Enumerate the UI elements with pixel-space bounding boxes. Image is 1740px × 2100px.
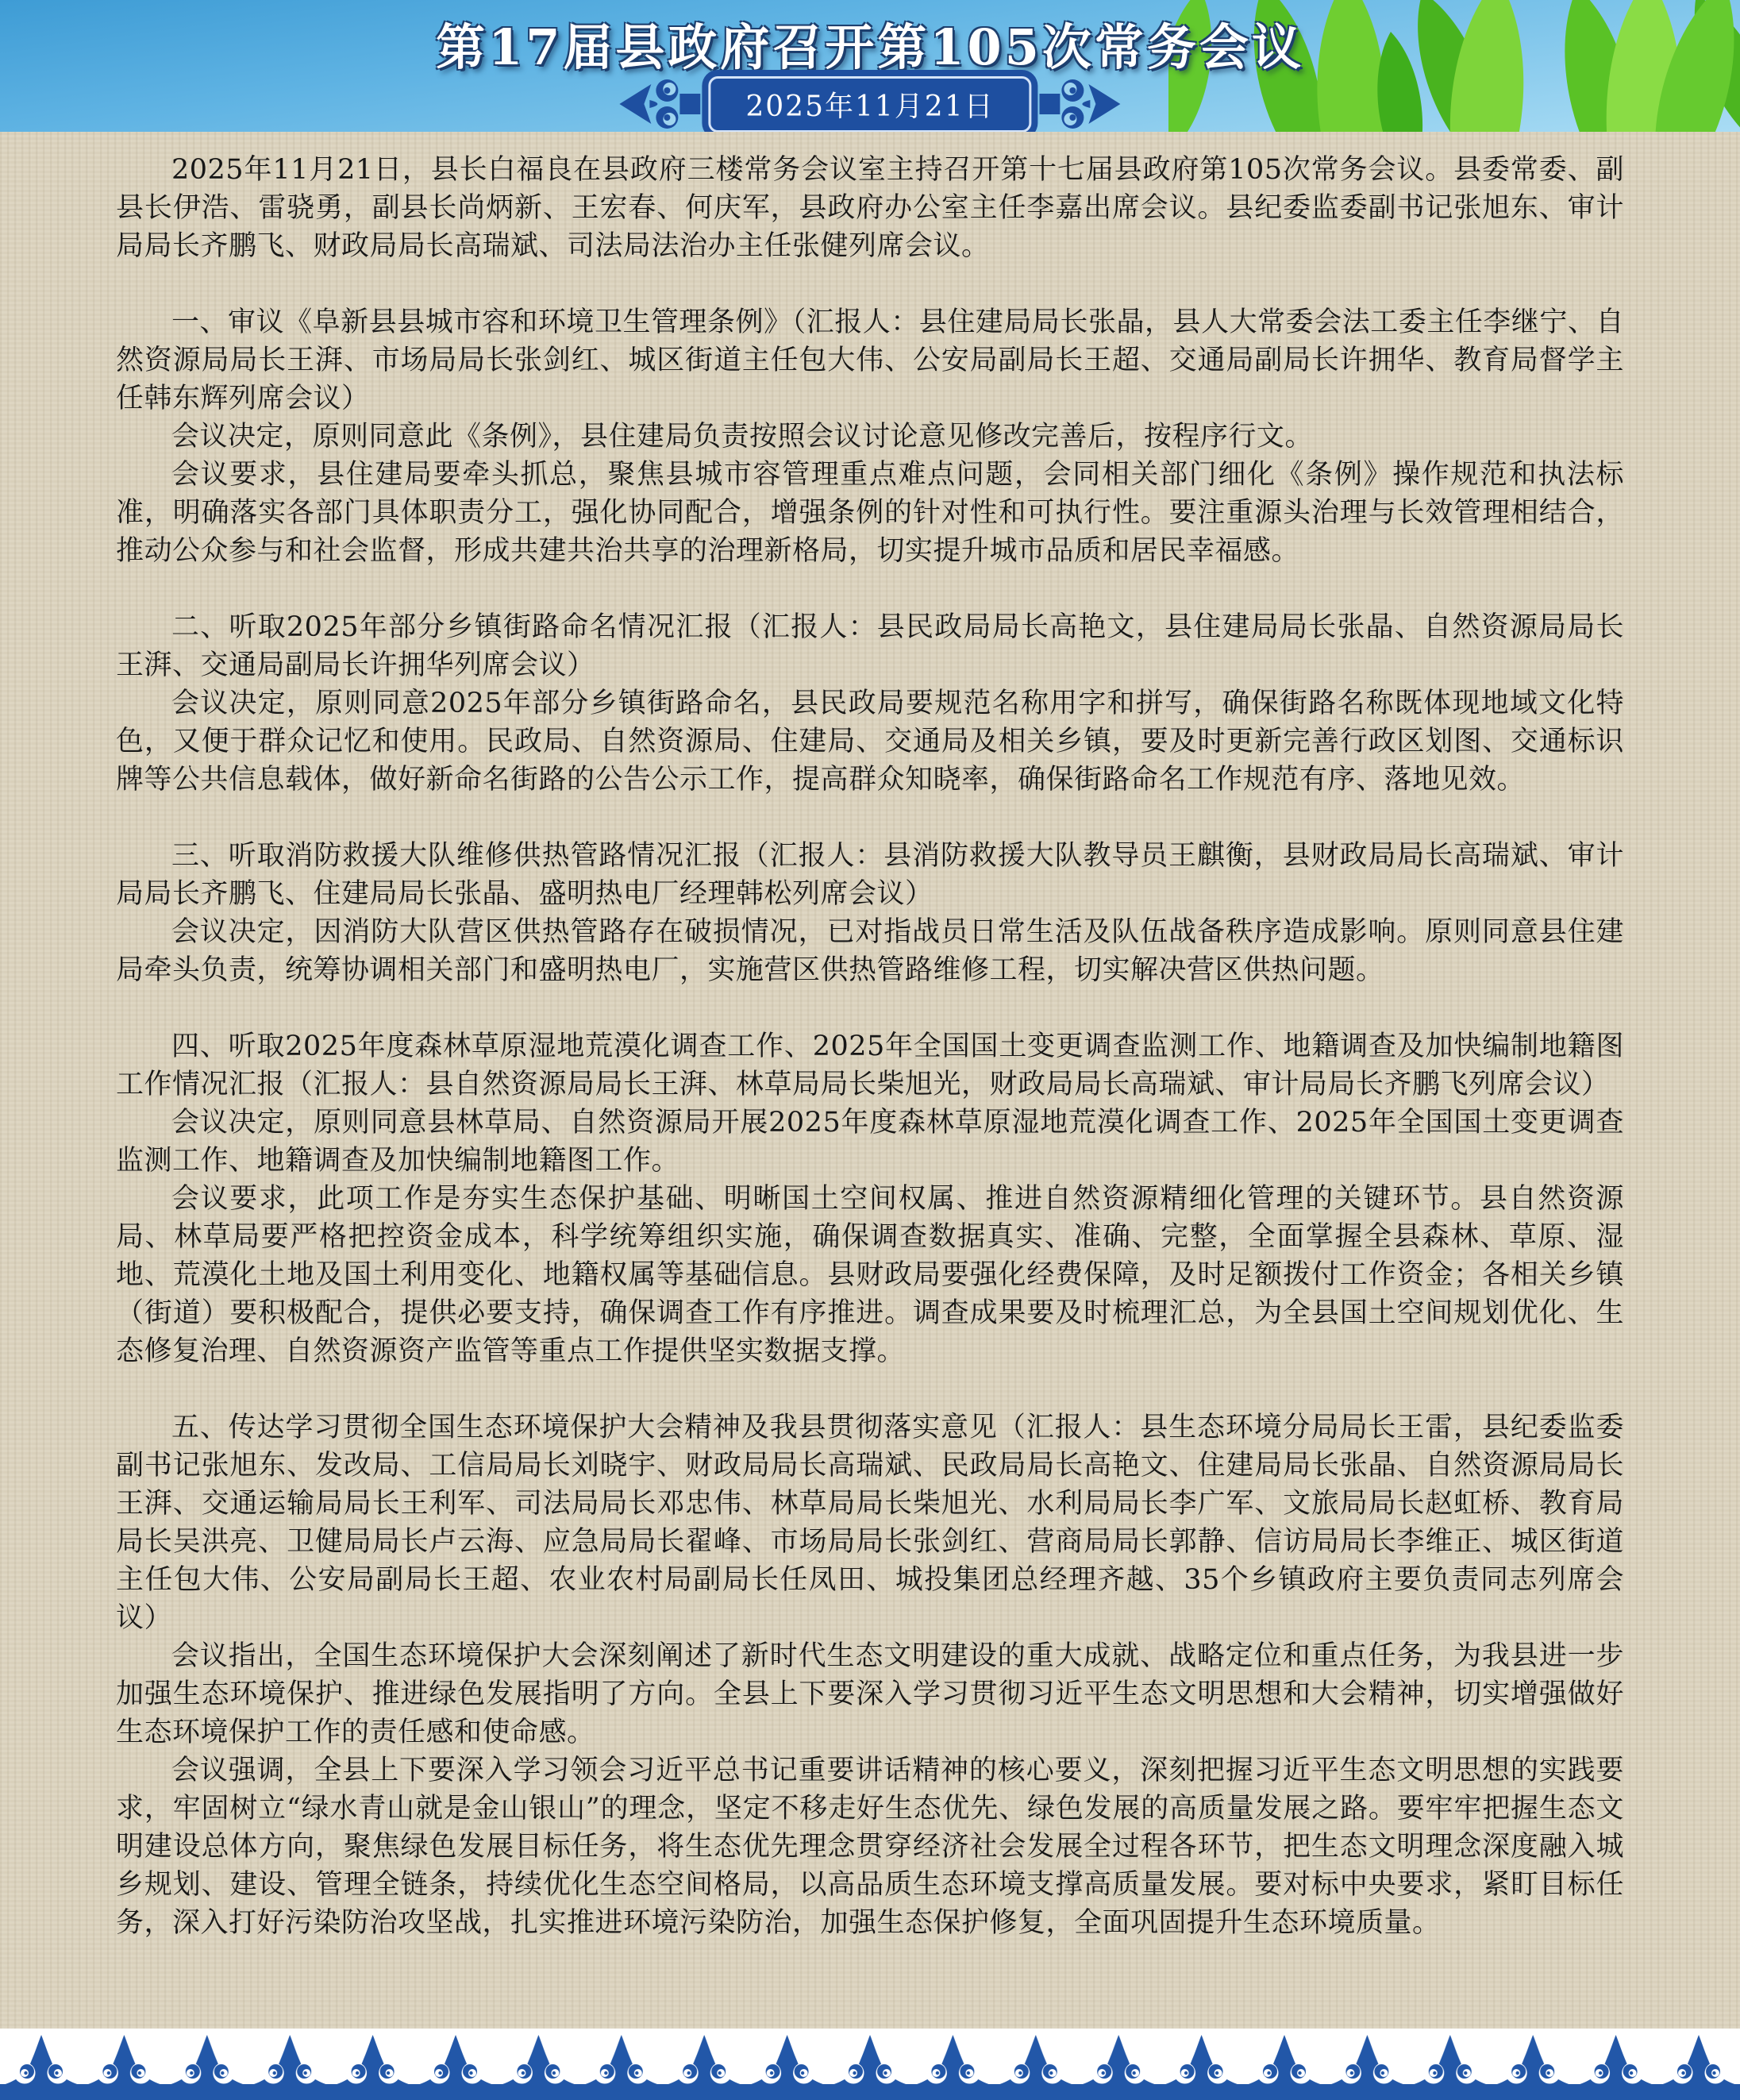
date-badge-box xyxy=(708,76,1031,133)
body-paragraph: 会议要求，县住建局要牵头抓总，聚焦县城市容管理重点难点问题，会同相关部门细化《条例》操作规范和执法标准，明确落实各部门具体职责分工，强化协同配合，增强条例的针对性和可执行性。要注重源头治理与长效管理相结合，推动公众参与和社会监督，形成共建共治共享的治理新格局，切实提升城市品质和居民幸福感。 xyxy=(116,459,1624,567)
body-paragraph: 会议强调，全县上下要深入学习领会习近平总书记重要讲话精神的核心要义，深刻把握习近平生态文明思想的实践要求，牢固树立“绿水青山就是金山银山”的理念，坚定不移走好生态优先、绿色发展的高质量发展之路。要牢牢把握生态文明建设总体方向，聚焦绿色发展目标任务，将生态优先理念贯穿经济社会发展全过程各环节，把生态文明理念深度融入城乡规划、建设、管理全链条，持续优化生态空间格局，以高品质生态环境支撑高质量发展。要对标中央要求，紧盯目标任务，深入打好污染防治攻坚战，扎实推进环境污染防治，加强生态保护修复，全面巩固提升生态环境质量。 xyxy=(116,1755,1624,1939)
body-paragraph: 2025年11月21日，县长白福良在县政府三楼常务会议室主持召开第十七届县政府第105次常务会议。县委常委、副县长伊浩、雷骁勇，副县长尚炳新、王宏春、何庆军，县政府办公室主任李嘉出席会议。县纪委监委副书记张旭东、审计局局长齐鹏飞、财政局局长高瑞斌、司法局法治办主任张健列席会议。 xyxy=(116,154,1624,262)
badge-ornament-right xyxy=(1040,68,1122,132)
page-title: 第17届县政府召开第105次常务会议 xyxy=(436,18,1304,76)
date-badge xyxy=(618,68,1122,132)
body-paragraph: 会议决定，因消防大队营区供热管路存在破损情况，已对指战员日常生活及队伍战备秩序造成影响。原则同意县住建局牵头负责，统筹协调相关部门和盛明热电厂，实施营区供热管路维修工程，切实解决营区供热问题。 xyxy=(116,916,1624,986)
body-paragraph: 四、听取2025年度森林草原湿地荒漠化调查工作、2025年全国国土变更调查监测工作、地籍调查及加快编制地籍图工作情况汇报（汇报人：县自然资源局局长王湃、林草局局长柴旭光，财政局局长高瑞斌、审计局局长齐鹏飞列席会议） xyxy=(116,1031,1624,1100)
body-paragraph: 一、审议《阜新县县城市容和环境卫生管理条例》（汇报人：县住建局局长张晶，县人大常委会法工委主任李继宁、自然资源局局长王湃、市场局局长张剑红、城区街道主任包大伟、公安局副局长王超、交通局副局长许拥华、教育局督学主任韩东辉列席会议） xyxy=(116,306,1624,414)
wave-pattern xyxy=(0,2029,1740,2100)
report-section xyxy=(116,837,1624,989)
date-badge-label: 2025年11月21日 xyxy=(745,90,995,123)
header-banner xyxy=(0,0,1740,132)
report-section xyxy=(116,608,1624,799)
report-section xyxy=(116,151,1624,265)
report-section xyxy=(116,303,1624,570)
body-paragraph: 三、听取消防救援大队维修供热管路情况汇报（汇报人：县消防救援大队教导员王麒衡，县财政局局长高瑞斌、审计局局长齐鹏飞、住建局局长张晶、盛明热电厂经理韩松列席会议） xyxy=(116,840,1624,910)
meeting-report-body xyxy=(0,132,1740,2029)
body-paragraph: 会议要求，此项工作是夯实生态保护基础、明晰国土空间权属、推进自然资源精细化管理的关键环节。县自然资源局、林草局要严格把控资金成本，科学统筹组织实施，确保调查数据真实、准确、完整，全面掌握全县森林、草原、湿地、荒漠化土地及国土利用变化、地籍权属等基础信息。县财政局要强化经费保障，及时足额拨付工作资金；各相关乡镇（街道）要积极配合，提供必要支持，确保调查工作有序推进。调查成果要及时梳理汇总，为全县国土空间规划优化、生态修复治理、自然资源资产监管等重点工作提供坚实数据支撑。 xyxy=(116,1183,1624,1367)
body-paragraph: 二、听取2025年部分乡镇街路命名情况汇报（汇报人：县民政局局长高艳文，县住建局局长张晶、自然资源局局长王湃、交通局副局长许拥华列席会议） xyxy=(116,611,1624,681)
body-paragraph: 五、传达学习贯彻全国生态环境保护大会精神及我县贯彻落实意见（汇报人：县生态环境分局局长王雷，县纪委监委副书记张旭东、发改局、工信局局长刘晓宇、财政局局长高瑞斌、民政局局长高艳文、住建局局长张晶、自然资源局局长王湃、交通运输局局长王利军、司法局局长邓忠伟、林草局局长柴旭光、水利局局长李广军、文旅局局长赵虹桥、教育局局长吴洪亮、卫健局局长卢云海、应急局局长翟峰、市场局局长张剑红、营商局局长郭静、信访局局长李维正、城区街道主任包大伟、公安局副局长王超、农业农村局副局长任凤田、城投集团总经理齐越、35个乡镇政府主要负责同志列席会议） xyxy=(116,1412,1624,1634)
body-paragraph: 会议指出，全国生态环境保护大会深刻阐述了新时代生态文明建设的重大成就、战略定位和重点任务，为我县进一步加强生态环境保护、推进绿色发展指明了方向。全县上下要深入学习贯彻习近平生态文明思想和大会精神，切实增强做好生态环境保护工作的责任感和使命感。 xyxy=(116,1640,1624,1748)
report-section xyxy=(116,1027,1624,1370)
body-paragraph: 会议决定，原则同意县林草局、自然资源局开展2025年度森林草原湿地荒漠化调查工作、2025年全国国土变更调查监测工作、地籍调查及加快编制地籍图工作。 xyxy=(116,1107,1624,1177)
report-section xyxy=(116,1408,1624,1942)
body-paragraph: 会议决定，原则同意2025年部分乡镇街路命名，县民政局要规范名称用字和拼写，确保街路名称既体现地域文化特色，又便于群众记忆和使用。民政局、自然资源局、住建局、交通局及相关乡镇，要及时更新完善行政区划图、交通标识牌等公共信息载体，做好新命名街路的公告公示工作，提高群众知晓率，确保街路命名工作规范有序、落地见效。 xyxy=(116,688,1624,796)
footer-wave-border xyxy=(0,2029,1740,2100)
body-paragraph: 会议决定，原则同意此《条例》，县住建局负责按照会议讨论意见修改完善后，按程序行文。 xyxy=(171,421,1314,453)
badge-ornament-left xyxy=(618,68,700,132)
